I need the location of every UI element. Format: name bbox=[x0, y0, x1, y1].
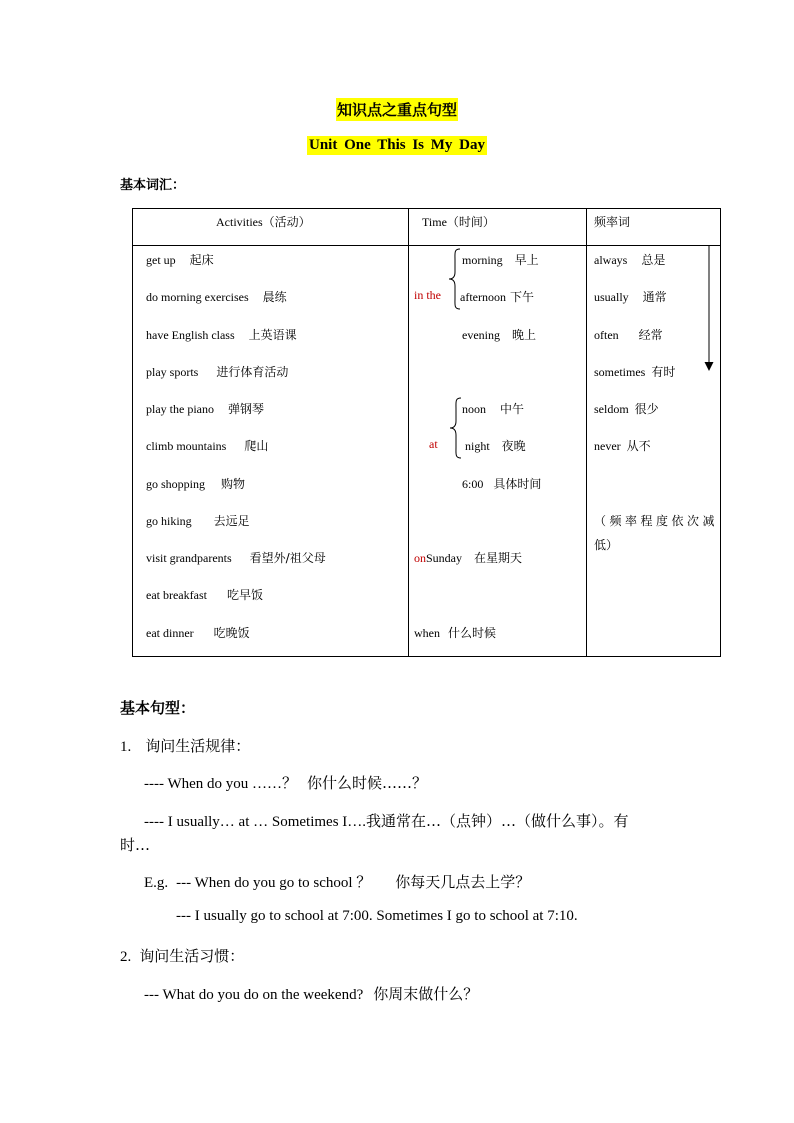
list-item bbox=[465, 437, 526, 454]
table-border-bottom bbox=[132, 656, 721, 657]
activity-zh: 上英语课 bbox=[248, 328, 297, 342]
section-heading: 基本句型： bbox=[120, 699, 196, 717]
activity-zh: 购物 bbox=[221, 477, 246, 491]
freq-zh: 总是 bbox=[641, 253, 666, 267]
time-zh: 早上 bbox=[514, 253, 539, 267]
list-item bbox=[146, 586, 263, 603]
time-zh: 在星期天 bbox=[474, 551, 523, 565]
list-item bbox=[146, 624, 250, 641]
freq-zh: 有时 bbox=[651, 365, 676, 379]
time-when bbox=[414, 624, 496, 641]
item-number: 2. bbox=[120, 949, 132, 965]
time-prep-in-the: in the bbox=[414, 288, 441, 302]
activity-zh: 爬山 bbox=[244, 439, 269, 453]
time-en: evening bbox=[462, 328, 500, 342]
activity-en: eat dinner bbox=[146, 626, 194, 640]
page-title-text: 知识点之重点句型 bbox=[336, 98, 458, 121]
list-item bbox=[460, 288, 534, 305]
activity-en: go shopping bbox=[146, 477, 206, 491]
answer-en: --- I usually go to school at 7:00. Sometimes I go to school at 7:10. bbox=[176, 908, 578, 924]
example-answer bbox=[176, 908, 578, 925]
activity-zh: 进行体育活动 bbox=[216, 365, 289, 379]
header-activities-text: Activities（活动） bbox=[216, 215, 311, 229]
question-zh: 你什么时候……？ bbox=[307, 774, 428, 792]
item-1-answer-cont bbox=[120, 834, 150, 855]
list-item bbox=[146, 251, 214, 268]
activity-en: play sports bbox=[146, 365, 199, 379]
left-brace-icon bbox=[449, 397, 463, 459]
activity-zh: 吃早饭 bbox=[226, 588, 263, 602]
time-en: noon bbox=[462, 402, 486, 416]
activity-en: do morning exercises bbox=[146, 290, 249, 304]
time-en: night bbox=[465, 439, 490, 453]
freq-zh: 很少 bbox=[634, 402, 659, 416]
answer-zh-cont: 时… bbox=[120, 836, 151, 854]
list-item bbox=[146, 400, 264, 417]
time-en: afternoon bbox=[460, 290, 506, 304]
activity-zh: 起床 bbox=[189, 253, 214, 267]
time-zh: 具体时间 bbox=[493, 477, 542, 491]
list-item bbox=[594, 326, 663, 343]
frequency-note: （频率程度依次减 bbox=[594, 514, 719, 528]
header-activities bbox=[216, 213, 311, 230]
header-time bbox=[422, 213, 495, 230]
item-1-answer bbox=[144, 810, 629, 831]
table-col-divider-2 bbox=[586, 208, 587, 657]
answer-en: ---- I usually… at … Sometimes I…. bbox=[144, 814, 367, 830]
item-number: 1. bbox=[120, 739, 132, 755]
list-item bbox=[146, 437, 268, 454]
time-on-sunday bbox=[414, 549, 522, 566]
unit-title-text: Unit One This Is My Day bbox=[308, 137, 485, 153]
time-en: Sunday bbox=[426, 551, 462, 565]
item-2-question bbox=[144, 983, 478, 1004]
header-time-text: Time（时间） bbox=[422, 215, 495, 229]
list-item bbox=[594, 437, 651, 454]
list-item bbox=[146, 475, 245, 492]
activity-zh: 吃晚饭 bbox=[213, 626, 250, 640]
list-item bbox=[146, 549, 326, 566]
time-en: when bbox=[414, 626, 440, 640]
vocab-label: 基本词汇： bbox=[120, 178, 186, 193]
down-arrow-icon bbox=[703, 246, 715, 372]
table-border-right bbox=[720, 208, 721, 657]
header-frequency bbox=[594, 213, 630, 230]
freq-en: usually bbox=[594, 290, 629, 304]
question-en: --- When do you go to school ？ bbox=[176, 875, 372, 891]
example-label: E.g. bbox=[144, 875, 169, 891]
item-2-heading bbox=[120, 945, 244, 966]
list-item bbox=[594, 288, 667, 305]
activity-en: play the piano bbox=[146, 402, 214, 416]
list-item bbox=[462, 326, 536, 343]
freq-zh: 经常 bbox=[638, 328, 663, 342]
page-title bbox=[0, 98, 794, 121]
question-en: --- What do you do on the weekend? bbox=[144, 987, 364, 1003]
item-title: 询问生活习惯： bbox=[139, 947, 245, 965]
freq-zh: 从不 bbox=[626, 439, 651, 453]
question-en: ---- When do you ……？ bbox=[144, 776, 298, 792]
list-item bbox=[146, 326, 297, 343]
item-1-question bbox=[144, 772, 427, 793]
time-prep-at: at bbox=[429, 437, 438, 451]
list-item bbox=[462, 251, 539, 268]
list-item bbox=[146, 288, 287, 305]
activity-en: visit grandparents bbox=[146, 551, 232, 565]
freq-en: often bbox=[594, 328, 619, 342]
list-item bbox=[462, 400, 524, 417]
frequency-note-cont: 低） bbox=[594, 538, 619, 552]
freq-zh: 通常 bbox=[642, 290, 667, 304]
activity-en: go hiking bbox=[146, 514, 192, 528]
question-zh: 你每天几点去上学？ bbox=[395, 873, 531, 891]
activity-zh: 晨练 bbox=[262, 290, 287, 304]
freq-en: seldom bbox=[594, 402, 629, 416]
list-item bbox=[594, 363, 675, 380]
time-prep-on: on bbox=[414, 551, 426, 565]
activity-zh: 弹钢琴 bbox=[227, 402, 264, 416]
freq-en: sometimes bbox=[594, 365, 646, 379]
example-question bbox=[144, 871, 530, 892]
list-item bbox=[146, 363, 288, 380]
table-border-left bbox=[132, 208, 133, 657]
activity-en: get up bbox=[146, 253, 176, 267]
time-zh: 什么时候 bbox=[448, 626, 497, 640]
activity-zh: 去远足 bbox=[213, 514, 250, 528]
time-en: morning bbox=[462, 253, 503, 267]
item-1-heading bbox=[120, 735, 250, 756]
list-item bbox=[594, 251, 665, 268]
activity-en: have English class bbox=[146, 328, 235, 342]
list-item bbox=[594, 400, 659, 417]
freq-en: never bbox=[594, 439, 621, 453]
list-item bbox=[146, 512, 250, 529]
answer-zh: 我通常在…（点钟）…（做什么事）。有 bbox=[366, 812, 629, 830]
time-zh: 中午 bbox=[500, 402, 525, 416]
activity-en: eat breakfast bbox=[146, 588, 207, 602]
list-item bbox=[462, 475, 541, 492]
table-border-top bbox=[132, 208, 721, 209]
header-frequency-text: 频率词 bbox=[594, 215, 631, 229]
unit-title bbox=[0, 136, 794, 155]
freq-en: always bbox=[594, 253, 628, 267]
time-zh: 夜晚 bbox=[501, 439, 526, 453]
activity-en: climb mountains bbox=[146, 439, 227, 453]
time-zh: 晚上 bbox=[512, 328, 537, 342]
activity-zh: 看望外/祖父母 bbox=[249, 551, 326, 565]
table-header-divider bbox=[132, 245, 721, 246]
question-zh: 你周末做什么？ bbox=[373, 985, 479, 1003]
time-en: 6:00 bbox=[462, 477, 484, 491]
item-title: 询问生活规律： bbox=[145, 737, 251, 755]
table-col-divider-1 bbox=[408, 208, 409, 657]
time-zh: 下午 bbox=[509, 290, 534, 304]
